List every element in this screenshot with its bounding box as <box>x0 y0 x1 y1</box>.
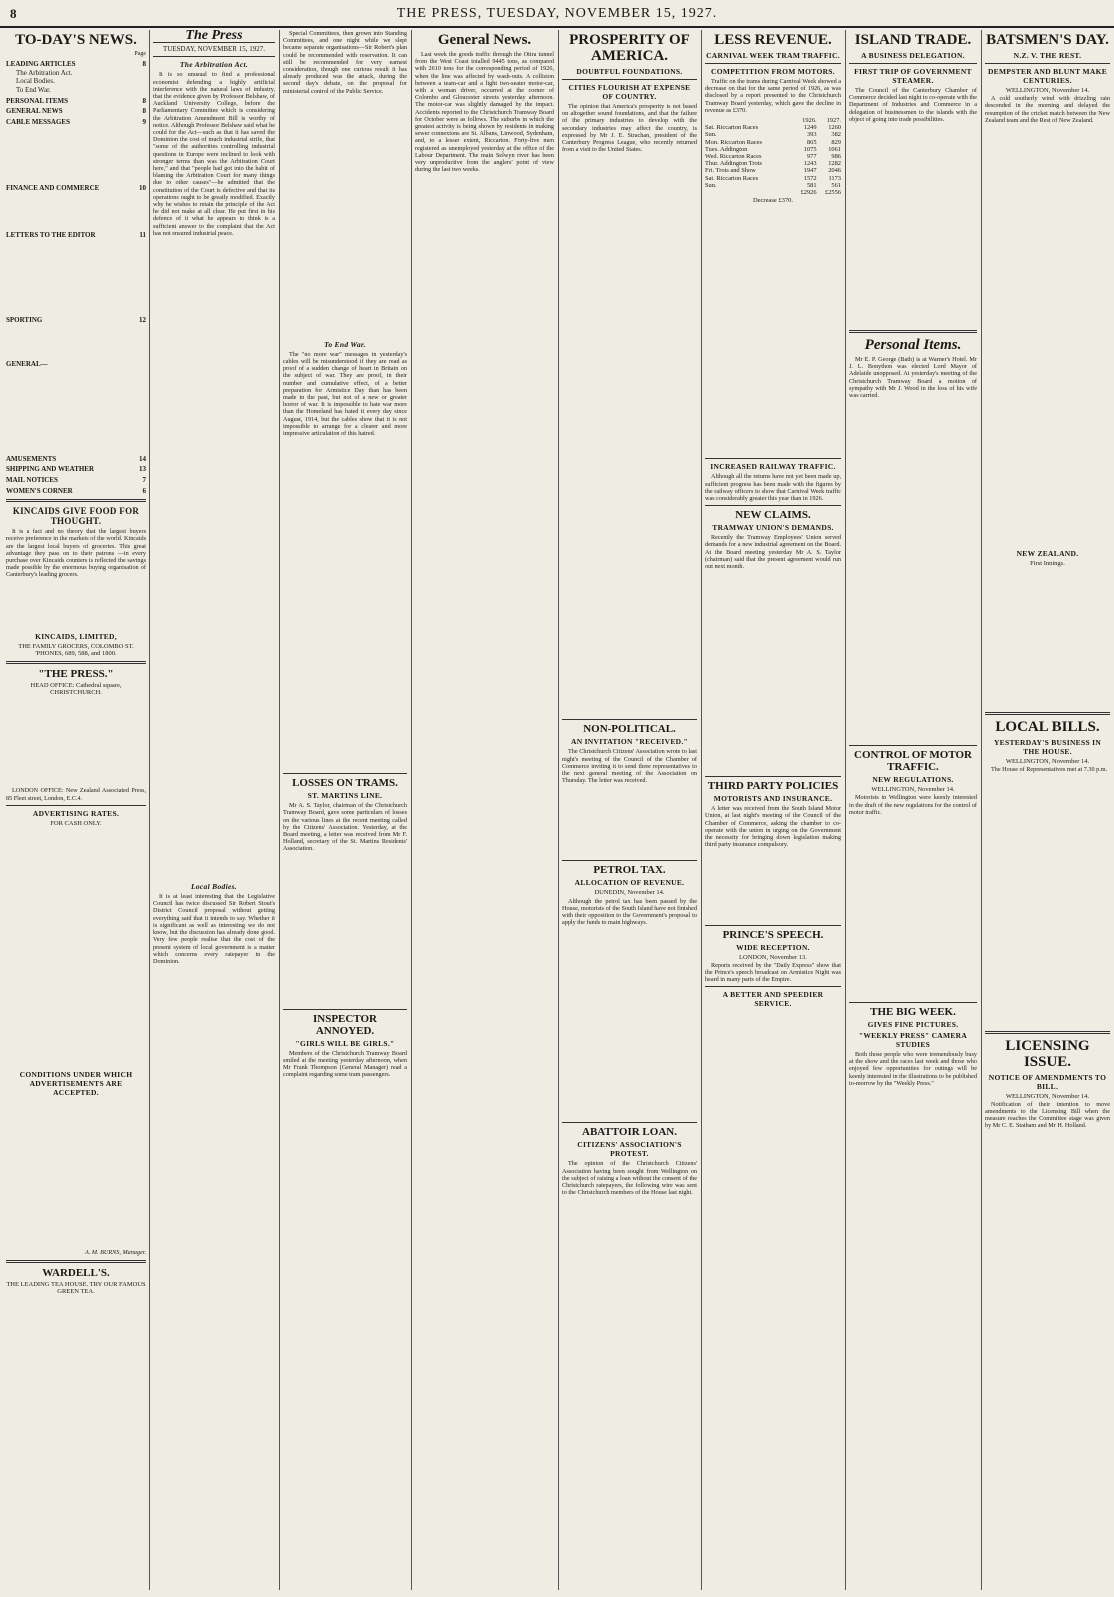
page-label: Page <box>134 51 146 57</box>
less-revenue-sub2: COMPETITION FROM MOTORS. <box>711 67 835 76</box>
claims-headline: NEW CLAIMS. <box>735 509 811 522</box>
licensing-body: Notification of their intention to move amendments to the Licensing Bill when the measure reaches the Committee stage was given by Mr C. E. Statham and Mr H. Holland. <box>985 1100 1110 1130</box>
prince-body: Reports received by the "Daily Express" show that the Prince's speech broadcast on Armistice Night was heard in many parts of the Empire. <box>705 961 841 984</box>
index-subitems <box>6 369 146 453</box>
local-bills-body: The House of Representatives met at 7.30 p.m. <box>991 766 1108 774</box>
index-item[interactable]: FINANCE AND COMMERCE 10 <box>6 184 146 193</box>
editorial-local-bodies-title: Local Bodies. <box>191 882 237 892</box>
news-index <box>6 60 146 495</box>
column-rule <box>558 30 559 1590</box>
innings-sub: First Innings. <box>1030 560 1065 568</box>
wardells-sub: THE LEADING TEA HOUSE. TRY OUR FAMOUS GREEN TEA. <box>6 1281 146 1296</box>
kincaids-firm: KINCAIDS, LIMITED, <box>35 631 117 641</box>
editorial-arbitration-continued <box>153 240 275 880</box>
table-row: Thur. Addington Trots 1243 1282 <box>705 160 841 168</box>
decrease-note: Decrease £370. <box>752 197 794 205</box>
local-bills-sub: YESTERDAY'S BUSINESS IN THE HOUSE. <box>993 738 1102 757</box>
control-traffic-headline: CONTROL OF MOTOR TRAFFIC. <box>854 749 972 774</box>
prosperity-title: PROSPERITY OF AMERICA. <box>569 32 690 64</box>
column-general-news <box>415 30 554 1590</box>
kincaids-body: It is a fact and no theory that the largest buyers receive preference in the markets of the world. Kincaids are the largest local buyers of groceries. This great advantage they pass on to their patrons —in every purchase over Kincaids counters is reflected the savings made possible by the enormous buying organisation of Canterbury's leading grocers. <box>6 528 146 579</box>
press-headline: "THE PRESS." <box>38 667 114 680</box>
index-item[interactable]: CABLE MESSAGES 9 <box>6 117 146 126</box>
claims-sub: TRAMWAY UNION'S DEMANDS. <box>712 523 834 533</box>
batsmens-day-sub1: N.Z. V. THE REST. <box>1013 51 1082 60</box>
column-rule <box>845 30 846 1590</box>
index-item[interactable]: GENERAL NEWS 8 <box>6 107 146 116</box>
column-index <box>6 30 146 1590</box>
abattoir-headline: ABATTOIR LOAN. <box>582 1126 677 1139</box>
general-news-body: Last week the goods traffic through the Otira tunnel from the West Coast totalled 9445 tons, as compared with 2610 tons for the corresponding period of 1926, when the line was affected by wash-outs. A collision between a team-car and a light two-seater motor-car, with a woman driver, occurred at the corner of Colombo and Gloucester streets yesterday afternoon. The motor-car was slightly damaged by the impact. Accidents reported to the Christchurch Tramway Board for October were as follows. The suburbs in which the greatest activity is being shown by residents in making sewer connexions are St. Albans, Linwood, Sydenham, and, to a lesser extent, Riccarton. Forty-five men registered as unemployed yesterday at the office of the Labour Department. The main Selwyn river has been very unproductive from the anglers' point of view during the last two weeks. <box>415 51 554 174</box>
claims-body: Recently the Tramway Employees' Union served demands for a new industrial agreement on the Board. At the Board meeting yesterday Mr A. S. Taylor (chairman) said that the present agreement would run out next month. <box>705 534 841 571</box>
column-rule <box>981 30 982 1590</box>
manager-signature: A. M. BURNS, Manager. <box>84 1248 146 1256</box>
index-item[interactable]: To End War. <box>16 85 51 94</box>
column-rule <box>411 30 412 1590</box>
island-trade-body: The Council of the Canterbury Chamber of Commerce decided last night to co-operate with the Department of Industries and Commerce in a delegation of businessmen to the islands with the object of going into trade possibilities. <box>849 87 977 123</box>
petrol-body: Although the petrol tax has been passed by the House, motorists of the South Island have not finished with their opposition to the Government's proposal to apply the funds to main highways. <box>562 897 697 927</box>
column-editorial <box>153 30 275 1590</box>
index-item[interactable]: MAIL NOTICES 7 <box>6 475 146 484</box>
losses-headline: LOSSES ON TRAMS. <box>292 777 398 790</box>
table-row: Wed. Riccarton Races 977 986 <box>705 153 841 161</box>
column-less-revenue <box>705 30 841 1590</box>
personal-items-title: Personal Items. <box>864 337 962 354</box>
page-number: 8 <box>10 6 17 21</box>
advertising-rates-sub: FOR CASH ONLY. <box>50 819 102 827</box>
column-rule <box>701 30 702 1590</box>
table-row: Tues. Addington 1075 1061 <box>705 145 841 153</box>
batsmens-day-body: A cold southerly wind with drizzling rain descended in the morning and delayed the resumption of the cricket match between the New Zealand team and the Rest of New Zealand. <box>985 95 1110 124</box>
prince-headline: PRINCE'S SPEECH. <box>722 928 824 941</box>
index-subitems <box>6 240 146 314</box>
nonpolitical-sub: AN INVITATION "RECEIVED." <box>570 737 689 747</box>
big-week-headline: THE BIG WEEK. <box>870 1006 956 1019</box>
prosperity-sub1: DOUBTFUL FOUNDATIONS. <box>576 67 683 76</box>
index-subitems <box>6 193 146 229</box>
losses-sub: ST. MARTINS LINE. <box>307 791 383 801</box>
conditions-text <box>6 1099 146 1249</box>
column-editorial-2 <box>283 30 407 1590</box>
railway-body: Although all the returns have not yet been made up, sufficient progress has been made with the figures by the railway officers to show that Carnival Week traffic was considerably greater this year than in 1926. <box>705 473 841 503</box>
index-subitems <box>6 126 146 182</box>
editorial-end-war-body: The "no more war" messages in yesterday's cables will be misunderstood if they are read as proof of a sudden change of heart in Britain on the subject of war. They are proof, in their number and cumulative effect, of a better preparation for Armistice Day than has been made in the past, but not of a new or greater horror of war. It is impossible to hate war more than the Homeland has hated it every day since August, 1914, but the cables show that it is not impossible to arrange for a clearer and more impressive articulation of this hatred. <box>283 350 407 438</box>
index-item[interactable]: GENERAL— <box>6 360 48 369</box>
index-item[interactable]: SPORTING 12 <box>6 315 146 324</box>
table-row: Sat. Riccarton Races 1572 1173 <box>705 174 841 182</box>
editorial-date: TUESDAY, NOVEMBER 15, 1927. <box>163 45 265 54</box>
personal-items-body: Mr E. P. George (Bath) is at Warner's Hotel. Mr J. L. Bonython was elected Lord Mayor of Adelaide unopposed. At yesterday's meeting of the Christchurch Tramway Board a motion of sympathy with Mr J. Wood in the loss of his wife was carried. <box>849 356 977 400</box>
big-week-sub2: "WEEKLY PRESS" CAMERA STUDIES <box>858 1031 968 1050</box>
batsmens-day-title: BATSMEN'S DAY. <box>986 32 1109 48</box>
innings-scores <box>985 568 1110 708</box>
less-revenue-title: LESS REVENUE. <box>714 32 832 48</box>
table-row: Sun. 393 382 <box>705 131 841 139</box>
index-item[interactable]: AMUSEMENTS 14 <box>6 454 146 463</box>
table-row: Sat. Riccarton Races 1249 1260 <box>705 124 841 132</box>
table-row: Fri. Trots and Show 1947 2046 <box>705 167 841 175</box>
todays-news-title: TO-DAY'S NEWS. <box>15 32 137 48</box>
editorial-continued: Special Committees, then grown into Standing Committees, and one night while we slept became separate organisations—Sir Robert's plan could be recommended with reservation. It can still be recommended for very earnest consideration, though one curious result it has already produced was the attack, during the second day's debate, on the proposal for ministerial control of the Public Service. <box>283 30 407 95</box>
licensing-title: LICENSING ISSUE. <box>1005 1037 1090 1070</box>
index-item[interactable]: LEADING ARTICLES 8 <box>6 60 146 69</box>
better-service-headline: A BETTER AND SPEEDIER SERVICE. <box>722 990 824 1009</box>
editorial-local-bodies-body: It is at least interesting that the Legislative Council has twice discussed Sir Robert Stout's District Council proposal without getting everything said that it intends to say. Whether it is significant as well as interesting we do not know, but the discussion has already done good. Very few people realise that the cost of the present system of local government is a matter which concerns every ratepayer in the Dominion. <box>153 893 275 965</box>
index-subitems <box>6 324 146 358</box>
losses-body: Mr A. S. Taylor, chairman of the Christchurch Tramway Board, gave some particulars of losses on the various lines at the recent meeting called by the Citizens' Association. Yesterday, at the Board meeting, a letter was received from Mr F. Holland, secretary of the St. Martins Residents' Association. <box>283 802 407 853</box>
advertising-rates-list <box>6 828 146 1068</box>
control-traffic-dateline: WELLINGTON, November 14. <box>871 786 955 794</box>
local-bills-dateline: WELLINGTON, November 14. <box>1005 758 1090 766</box>
column-rule <box>149 30 150 1590</box>
petrol-dateline: DUNEDIN, November 14. <box>594 889 665 897</box>
less-revenue-intro: Traffic on the trams during Carnival Week showed a decrease on that for the same period of 1926, as was disclosed by a report presented to the Christchurch Tramway Board yesterday, which gave the decline in revenue as £370. <box>705 78 841 114</box>
innings-headline: NEW ZEALAND. <box>1016 549 1079 559</box>
petrol-headline: PETROL TAX. <box>593 864 666 877</box>
press-brand: The Press <box>185 30 243 43</box>
tram-revenue-table <box>705 117 841 196</box>
table-row: Sun. 581 561 <box>705 181 841 189</box>
wardells-headline: WARDELL'S. <box>42 1267 110 1280</box>
control-traffic-body: Motorists in Wellington were keenly interested in the draft of the new regulations for the control of motor traffic. <box>849 794 977 816</box>
prosperity-sub2: CITIES FLOURISH AT EXPENSE OF COUNTRY. <box>568 83 691 101</box>
table-total: £2926 £2556 <box>800 189 841 197</box>
third-party-headline: THIRD PARTY POLICIES <box>707 780 839 793</box>
island-trade-sub2: FIRST TRIP OF GOVERNMENT STEAMER. <box>854 67 972 85</box>
prosperity-body: The opinion that America's prosperity is not based on altogether sound foundations, and that the failure of the primary industries to develop with the secondary industries may affect the country, is expressed by Mr J. E. Strachan, president of the Canterbury Progress League, who recently returned from a visit to the United States. <box>562 103 697 154</box>
conditions-headline: CONDITIONS UNDER WHICH ADVERTISEMENTS ARE ACCEPTED. <box>19 1069 133 1097</box>
licensing-dateline: WELLINGTON, November 14. <box>1005 1092 1090 1100</box>
licensing-sub: NOTICE OF AMENDMENTS TO BILL. <box>988 1072 1107 1091</box>
table-header: 1926. 1927. <box>802 117 841 125</box>
third-party-sub: MOTORISTS AND INSURANCE. <box>713 794 833 804</box>
editorial-arbitration-body: It is so unusual to find a professional economist defending a highly artificial interference with the natural laws of industry, that the evidence given by Professor Belshaw, of Auckland University College, before the Parliamentary Committee which is considering the Arbitration Amendment Bill is worthy of notice. Although Professor Belshaw said what he could for the Act—such as that it has saved the Dominion the cost of much industrial strife, that "some of the authorities controlling industrial questions in Europe were inclined to look with stronger terms than was the Arbitration Court here," and that "people had got into the habit of blaming the Arbitration Court for many things due to other causes"—he admitted that the constitution of the Court is defective and that its operations ought to be greatly modified. Exactly why he wishes to retain the principle of the Act he did not make at all clear. He put first in his defence of it what he appears to think is a sufficient answer to the complaint that the Act has not ensured industrial peace. <box>153 71 275 237</box>
press-head-office: HEAD OFFICE: Cathedral square, CHRISTCHURCH. <box>30 681 122 697</box>
index-item[interactable]: WOMEN'S CORNER 6 <box>6 486 146 495</box>
general-news-title: General News. <box>437 32 532 48</box>
control-traffic-sub: NEW REGULATIONS. <box>872 775 954 785</box>
advertising-rates-headline: ADVERTISING RATES. <box>32 808 120 818</box>
editorial-arbitration-title: The Arbitration Act. <box>179 60 249 70</box>
batsmens-day-dateline: WELLINGTON, November 14. <box>1005 87 1090 94</box>
abattoir-sub: CITIZENS' ASSOCIATION'S PROTEST. <box>577 1140 682 1159</box>
nonpolitical-headline: NON-POLITICAL. <box>583 723 676 736</box>
prince-sub: WIDE RECEPTION. <box>736 942 810 952</box>
column-island-trade <box>849 30 977 1590</box>
telephone-list <box>6 697 146 787</box>
inspector-headline: INSPECTOR ANNOYED. <box>313 1012 377 1037</box>
column-rule <box>279 30 280 1590</box>
column-prosperity <box>562 30 697 1590</box>
kincaids-address: THE FAMILY GROCERS, COLOMBO ST. 'PHONES, 689, 588, and 1800. <box>18 642 134 657</box>
masthead <box>0 0 1114 28</box>
prince-dateline: LONDON, November 13. <box>739 953 807 961</box>
london-office: LONDON OFFICE: New Zealand Associated Press, 85 Fleet street, London, E.C.4. <box>6 787 146 802</box>
editorial-end-war-title: To End War. <box>324 339 366 349</box>
column-cricket <box>985 30 1110 1590</box>
index-item[interactable]: The Arbitration Act. <box>16 68 73 77</box>
index-item[interactable]: PERSONAL ITEMS 8 <box>6 96 146 105</box>
inspector-body: Members of the Christchurch Tramway Board smiled at the meeting yesterday afternoon, when Mr Frank Thompson (General Manager) read a complaint regarding some tram passengers. <box>283 1049 407 1079</box>
running-head: THE PRESS, TUESDAY, NOVEMBER 15, 1927. <box>396 6 718 21</box>
abattoir-body: The opinion of the Christchurch Citizens' Association having been sought from Wellington on the subject of raising a loan without the consent of the Christchurch ratepayers, the following wire was sent to the Christchurch members of the House last night. <box>562 1160 697 1197</box>
less-revenue-sub1: CARNIVAL WEEK TRAM TRAFFIC. <box>706 51 840 60</box>
batsmens-day-sub2: DEMPSTER AND BLUNT MAKE CENTURIES. <box>987 67 1108 85</box>
table-row: Mon. Riccarton Races 865 829 <box>705 138 841 146</box>
kincaids-headline: KINCAIDS GIVE FOOD FOR THOUGHT. <box>12 506 140 527</box>
petrol-sub: ALLOCATION OF REVENUE. <box>574 878 685 888</box>
index-item[interactable]: Local Bodies. <box>16 77 55 86</box>
third-party-body: A letter was received from the South Island Motor Union, at last night's meeting of the Council of the Chamber of Commerce, asking the chamber to co-operate with the union in urging on the Government the necessity for bringing down legislation making third party insurance compulsory. <box>705 805 841 849</box>
big-week-body: Both those people who were tremendously busy at the show and the races last week and those who enjoyed few opportunities for outings will be keenly interested in the illustrations to be published to-morrow by the "Weekly Press." <box>849 1051 977 1087</box>
nonpolitical-body: The Christchurch Citizens' Association wrote to last night's meeting of the Council of the Chamber of Commerce inviting it to send three representatives to the next general meeting of the Association on Thursday. The letter was received. <box>562 748 697 785</box>
big-week-sub: GIVES FINE PICTURES. <box>867 1020 959 1030</box>
island-trade-title: ISLAND TRADE. <box>854 32 972 48</box>
local-bills-title: LOCAL BILLS. <box>995 719 1100 736</box>
index-item[interactable]: SHIPPING AND WEATHER 13 <box>6 465 146 474</box>
kincaids-price-list <box>6 582 146 630</box>
inspector-sub: "GIRLS WILL BE GIRLS." <box>295 1038 395 1048</box>
railway-headline: INCREASED RAILWAY TRAFFIC. <box>710 462 836 472</box>
index-item[interactable]: LETTERS TO THE EDITOR 11 <box>6 230 146 239</box>
island-trade-sub1: A BUSINESS DELEGATION. <box>861 51 965 60</box>
